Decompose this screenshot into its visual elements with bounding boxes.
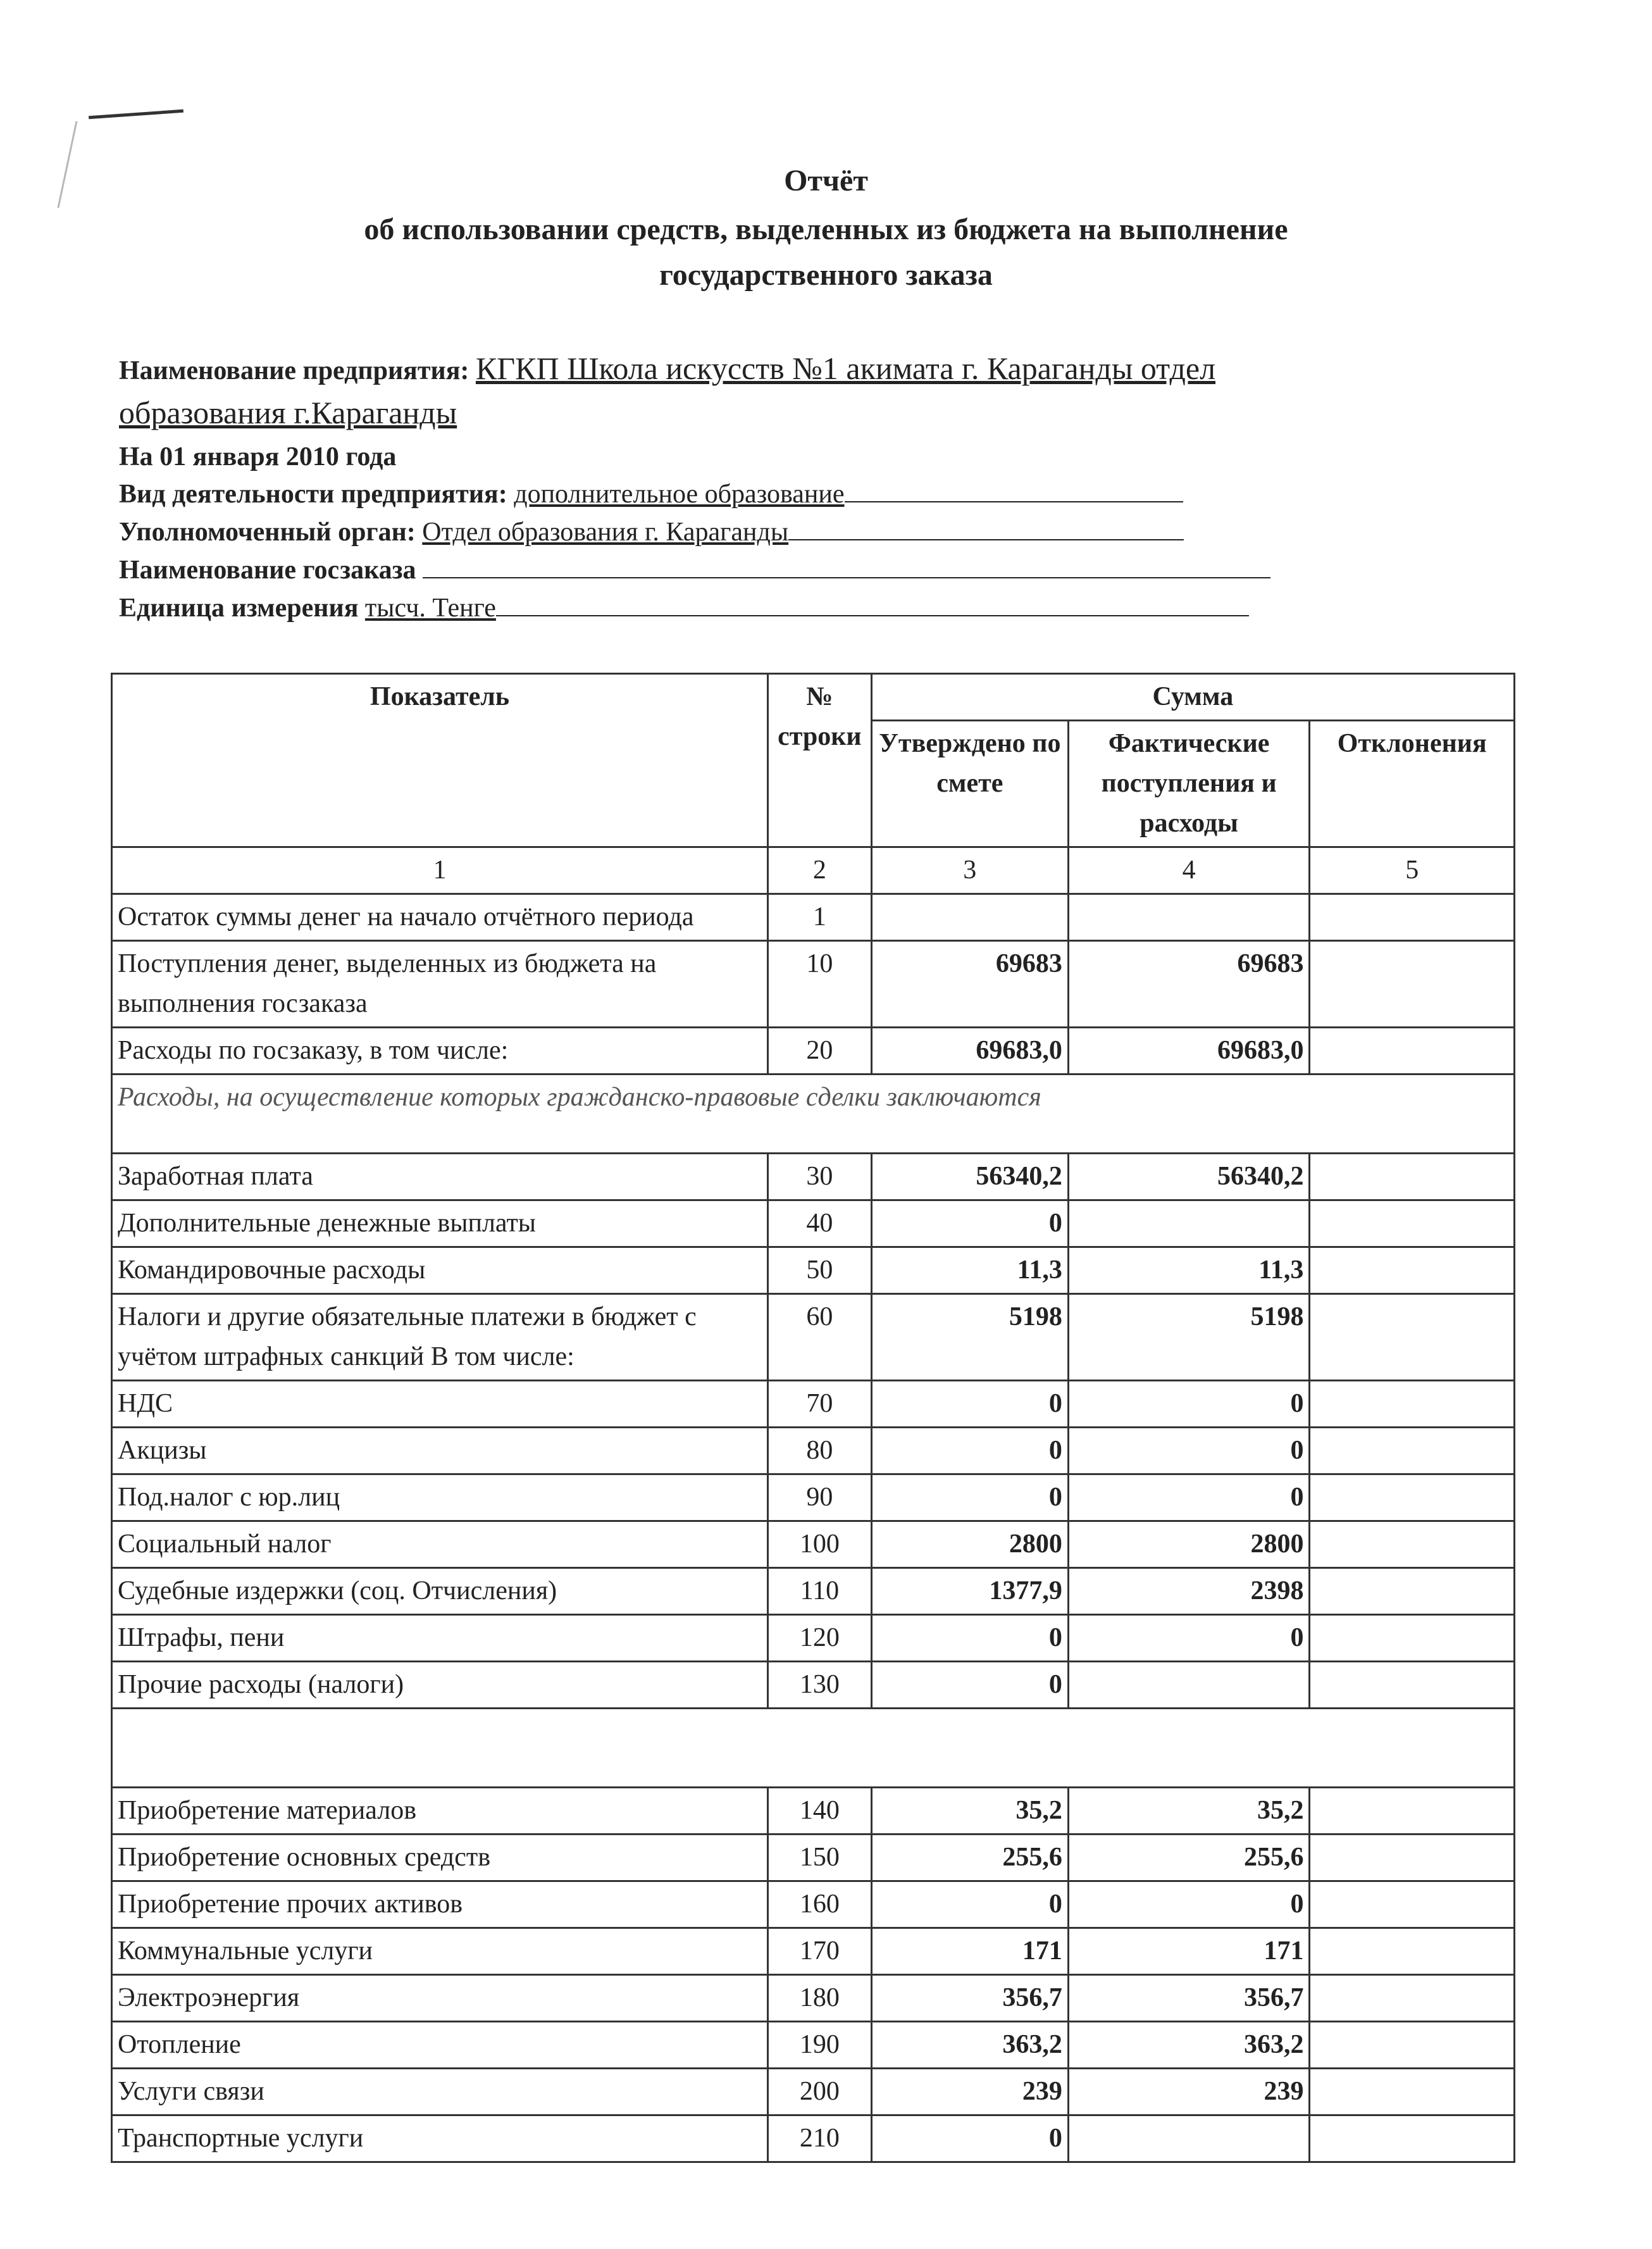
actual-value: 35,2 xyxy=(1068,1788,1310,1835)
row-label: Штрафы, пени xyxy=(112,1615,768,1662)
deviation-value xyxy=(1310,1247,1515,1294)
fill-line xyxy=(845,480,1183,502)
approved-header: Утверждено по смете xyxy=(871,721,1068,847)
spacer-row xyxy=(112,1709,1515,1788)
table-row xyxy=(112,1975,1515,2022)
activity-label: Вид деятельности предприятия: xyxy=(119,480,507,509)
row-label: Под.налог с юр.лиц xyxy=(112,1474,768,1521)
enterprise-value: КГКП Школа искусств №1 акимата г. Караганды отдел xyxy=(475,351,1216,386)
row-label: Социальный налог xyxy=(112,1521,768,1568)
actual-value: 69683 xyxy=(1068,941,1310,1028)
actual-value: 363,2 xyxy=(1068,2022,1310,2069)
actual-value: 356,7 xyxy=(1068,1975,1310,2022)
deviation-value xyxy=(1310,1881,1515,1928)
row-number: 150 xyxy=(767,1835,871,1881)
approved-value: 0 xyxy=(871,1615,1068,1662)
deviation-value xyxy=(1310,1568,1515,1615)
col-number: 5 xyxy=(1310,847,1515,894)
deviation-value xyxy=(1310,894,1515,941)
table-row xyxy=(112,941,1515,1028)
row-label: Командировочные расходы xyxy=(112,1247,768,1294)
actual-value: 11,3 xyxy=(1068,1247,1310,1294)
deviation-value xyxy=(1310,1521,1515,1568)
col-number: 3 xyxy=(871,847,1068,894)
row-label: Коммунальные услуги xyxy=(112,1928,768,1975)
approved-value: 363,2 xyxy=(871,2022,1068,2069)
table-row xyxy=(112,1788,1515,1835)
unit-value: тысч. Тенге xyxy=(364,594,496,623)
activity-line xyxy=(119,479,1183,509)
row-number: 50 xyxy=(767,1247,871,1294)
approved-value: 56340,2 xyxy=(871,1154,1068,1200)
row-label: Расходы по госзаказу, в том числе: xyxy=(112,1028,768,1075)
row-number: 120 xyxy=(767,1615,871,1662)
actual-value: 69683,0 xyxy=(1068,1028,1310,1075)
approved-value: 239 xyxy=(871,2069,1068,2115)
spacer-body xyxy=(112,1709,1515,1788)
row-number-header: № строки xyxy=(767,674,871,847)
approved-value: 0 xyxy=(871,1881,1068,1928)
col-number: 4 xyxy=(1068,847,1310,894)
row-label: Прочие расходы (налоги) xyxy=(112,1662,768,1709)
table-body-top xyxy=(112,894,1515,1075)
row-number: 30 xyxy=(767,1154,871,1200)
row-label: Дополнительные денежные выплаты xyxy=(112,1200,768,1247)
enterprise-line-2 xyxy=(119,394,457,431)
approved-value: 2800 xyxy=(871,1521,1068,1568)
deviation-value xyxy=(1310,1474,1515,1521)
approved-value: 0 xyxy=(871,1428,1068,1474)
authority-label: Уполномоченный орган: xyxy=(119,518,416,547)
deviation-value xyxy=(1310,1615,1515,1662)
actual-value: 5198 xyxy=(1068,1294,1310,1381)
approved-value: 0 xyxy=(871,1662,1068,1709)
actual-value: 0 xyxy=(1068,1881,1310,1928)
row-number: 20 xyxy=(767,1028,871,1075)
deviation-value xyxy=(1310,2069,1515,2115)
table-row xyxy=(112,2022,1515,2069)
table-body-mid xyxy=(112,1154,1515,1709)
date-line xyxy=(119,442,396,472)
actual-value: 171 xyxy=(1068,1928,1310,1975)
row-label: НДС xyxy=(112,1381,768,1428)
deviation-value xyxy=(1310,2115,1515,2162)
approved-value: 0 xyxy=(871,2115,1068,2162)
table-row xyxy=(112,2115,1515,2162)
row-label: Остаток суммы денег на начало отчётного периода xyxy=(112,894,768,941)
col-number: 2 xyxy=(767,847,871,894)
fill-line xyxy=(788,518,1184,540)
table-row xyxy=(112,2069,1515,2115)
table-row xyxy=(112,1928,1515,1975)
deviation-value xyxy=(1310,941,1515,1028)
table-row xyxy=(112,1568,1515,1615)
unit-label: Единица измерения xyxy=(119,594,359,623)
row-label: Услуги связи xyxy=(112,2069,768,2115)
approved-value: 0 xyxy=(871,1200,1068,1247)
deviation-value xyxy=(1310,1294,1515,1381)
table-row xyxy=(112,1835,1515,1881)
row-label: Налоги и другие обязательные платежи в бюджет с учётом штрафных санкций В том числе: xyxy=(112,1294,768,1381)
enterprise-value-cont: образования г.Караганды xyxy=(119,395,457,430)
row-number: 160 xyxy=(767,1881,871,1928)
row-number: 60 xyxy=(767,1294,871,1381)
approved-value xyxy=(871,894,1068,941)
section-note: Расходы, на осуществление которых гражданско-правовые сделки заключаются xyxy=(112,1075,1515,1154)
table-row xyxy=(112,1428,1515,1474)
activity-value: дополнительное образование xyxy=(514,480,845,509)
actual-value xyxy=(1068,2115,1310,2162)
approved-value: 69683,0 xyxy=(871,1028,1068,1075)
approved-value: 255,6 xyxy=(871,1835,1068,1881)
table-row xyxy=(112,1881,1515,1928)
deviation-value xyxy=(1310,2022,1515,2069)
row-number: 80 xyxy=(767,1428,871,1474)
deviation-value xyxy=(1310,1200,1515,1247)
row-number: 170 xyxy=(767,1928,871,1975)
enterprise-label: Наименование предприятия: xyxy=(119,356,469,385)
fill-line xyxy=(496,594,1249,616)
approved-value: 0 xyxy=(871,1381,1068,1428)
table-row xyxy=(112,1521,1515,1568)
actual-value: 255,6 xyxy=(1068,1835,1310,1881)
table-row xyxy=(112,1662,1515,1709)
deviation-value xyxy=(1310,1154,1515,1200)
table-body-bottom xyxy=(112,1788,1515,2162)
authority-line xyxy=(119,517,1184,547)
indicator-header: Показатель xyxy=(112,674,768,847)
table-row xyxy=(112,1200,1515,1247)
col-number: 1 xyxy=(112,847,768,894)
actual-value: 2800 xyxy=(1068,1521,1310,1568)
actual-value xyxy=(1068,1662,1310,1709)
row-number: 110 xyxy=(767,1568,871,1615)
row-number: 180 xyxy=(767,1975,871,2022)
approved-value: 171 xyxy=(871,1928,1068,1975)
row-label: Отопление xyxy=(112,2022,768,2069)
table-row xyxy=(112,1247,1515,1294)
row-number: 90 xyxy=(767,1474,871,1521)
table-row xyxy=(112,1294,1515,1381)
sum-header: Сумма xyxy=(871,674,1514,721)
table-row xyxy=(112,1474,1515,1521)
approved-value: 5198 xyxy=(871,1294,1068,1381)
row-number: 190 xyxy=(767,2022,871,2069)
approved-value: 0 xyxy=(871,1474,1068,1521)
table-row xyxy=(112,1381,1515,1428)
unit-line xyxy=(119,593,1249,623)
report-subtitle-1: об использовании средств, выделенных из бюджета на выполнение xyxy=(364,213,1288,246)
section-note-body xyxy=(112,1075,1515,1154)
report-title: Отчёт xyxy=(784,164,868,197)
row-label: Поступления денег, выделенных из бюджета на выполнения госзаказа xyxy=(112,941,768,1028)
fill-line xyxy=(423,556,1270,578)
deviation-value xyxy=(1310,1928,1515,1975)
row-number: 100 xyxy=(767,1521,871,1568)
report-subtitle-2: государственного заказа xyxy=(659,258,993,292)
row-label: Транспортные услуги xyxy=(112,2115,768,2162)
order-line xyxy=(119,555,1270,585)
row-number: 140 xyxy=(767,1788,871,1835)
deviation-value xyxy=(1310,1381,1515,1428)
report-date: На 01 января 2010 года xyxy=(119,442,397,471)
row-label: Электроэнергия xyxy=(112,1975,768,2022)
deviation-value xyxy=(1310,1028,1515,1075)
table-row xyxy=(112,1028,1515,1075)
row-number: 210 xyxy=(767,2115,871,2162)
row-label: Приобретение прочих активов xyxy=(112,1881,768,1928)
table-row xyxy=(112,1154,1515,1200)
deviation-value xyxy=(1310,1662,1515,1709)
approved-value: 35,2 xyxy=(871,1788,1068,1835)
report-table xyxy=(111,673,1515,2163)
deviation-value xyxy=(1310,1428,1515,1474)
row-number: 40 xyxy=(767,1200,871,1247)
deviation-value xyxy=(1310,1975,1515,2022)
actual-value: 239 xyxy=(1068,2069,1310,2115)
table-row xyxy=(112,1615,1515,1662)
row-number: 200 xyxy=(767,2069,871,2115)
actual-value xyxy=(1068,894,1310,941)
actual-value: 2398 xyxy=(1068,1568,1310,1615)
scan-mark xyxy=(89,109,183,119)
actual-value: 0 xyxy=(1068,1381,1310,1428)
row-number: 1 xyxy=(767,894,871,941)
approved-value: 1377,9 xyxy=(871,1568,1068,1615)
row-label: Приобретение материалов xyxy=(112,1788,768,1835)
approved-value: 356,7 xyxy=(871,1975,1068,2022)
enterprise-line xyxy=(119,350,1215,387)
row-label: Приобретение основных средств xyxy=(112,1835,768,1881)
authority-value: Отдел образования г. Караганды xyxy=(422,518,789,547)
deviation-value xyxy=(1310,1788,1515,1835)
actual-header: Фактические поступления и расходы xyxy=(1068,721,1310,847)
actual-value: 56340,2 xyxy=(1068,1154,1310,1200)
actual-value: 0 xyxy=(1068,1428,1310,1474)
row-number: 70 xyxy=(767,1381,871,1428)
approved-value: 69683 xyxy=(871,941,1068,1028)
approved-value: 11,3 xyxy=(871,1247,1068,1294)
row-number: 130 xyxy=(767,1662,871,1709)
deviation-value xyxy=(1310,1835,1515,1881)
row-label: Акцизы xyxy=(112,1428,768,1474)
table-row xyxy=(112,894,1515,941)
order-label: Наименование госзаказа xyxy=(119,556,416,585)
row-number: 10 xyxy=(767,941,871,1028)
deviation-header: Отклонения xyxy=(1310,721,1515,847)
actual-value: 0 xyxy=(1068,1474,1310,1521)
row-label: Судебные издержки (соц. Отчисления) xyxy=(112,1568,768,1615)
row-label: Заработная плата xyxy=(112,1154,768,1200)
actual-value: 0 xyxy=(1068,1615,1310,1662)
actual-value xyxy=(1068,1200,1310,1247)
